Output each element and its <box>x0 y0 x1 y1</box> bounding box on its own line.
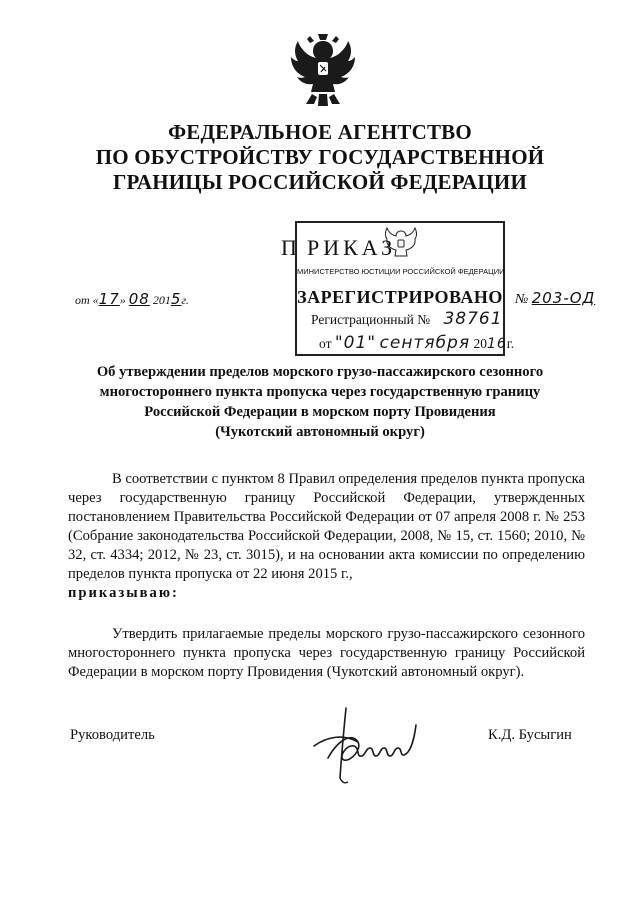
order-number-label: № <box>515 292 529 307</box>
agency-line-3: ГРАНИЦЫ РОССИЙСКОЙ ФЕДЕРАЦИИ <box>112 170 528 194</box>
stamp-year-suffix: г. <box>506 336 515 351</box>
stamp-reg-number-line <box>311 309 503 329</box>
body-paragraph-1 <box>68 470 585 603</box>
order-number-value: 203-ОД <box>531 289 596 307</box>
paragraph-2-text: Утвердить прилагаемые пределы морского грузо-пассажирского сезонного многостороннего пункта пропуска через государственную границу Российской Федерации в морском порту Провидения (Чукотский автономный округ). <box>68 626 585 680</box>
signatory-name: К.Д. Бусыгин <box>488 727 572 743</box>
title-line-1: Об утверждении пределов морского грузо-пассажирского сезонного <box>96 364 544 380</box>
double-headed-eagle-icon <box>290 32 356 108</box>
order-title <box>70 362 570 442</box>
order-date-year-prefix: 201 <box>152 293 171 307</box>
stamp-registered: ЗАРЕГИСТРИРОВАНО <box>297 287 503 307</box>
stamp-year-hw: 16 <box>486 336 507 352</box>
order-date <box>75 290 189 308</box>
order-date-sep: » <box>119 293 126 307</box>
title-line-4: (Чукотский автономный округ) <box>215 424 425 440</box>
paragraph-1-text: В соответствии с пунктом 8 Правил определения пределов пункта пропуска через государственную границу Российской Федерации, утвержденных постановлением Правительства Российской Федерации от 07 апреля 2008 г. № 253 (Собрание законодательства Российской Федерации, 2008, № 15, ст. 1560; 2010, № 32, ст. 4334; 2012, № 23, ст. 3015), и на основании акта комиссии по определению пределов пункта пропуска от 22 июня 2015 г., <box>68 471 585 582</box>
stamp-from-label: от <box>319 336 332 351</box>
stamp-year-prefix: 20 <box>473 336 487 351</box>
stamp-from-day: "01" <box>334 333 377 353</box>
title-line-3: Российской Федерации в морском порту Провидения <box>144 404 496 420</box>
registration-stamp <box>295 221 515 356</box>
order-date-suffix: г. <box>181 293 189 307</box>
order-heading-first-letter: П <box>281 235 301 260</box>
stamp-eagle-icon <box>385 227 417 261</box>
title-line-2: многостороннего пункта пропуска через государственную границу <box>99 384 541 400</box>
body-paragraph-2 <box>68 625 585 682</box>
handwritten-signature-icon <box>300 698 440 798</box>
order-date-year-hw: 5 <box>170 290 182 308</box>
stamp-date-line <box>319 333 514 353</box>
order-date-prefix: от « <box>75 293 99 307</box>
stamp-from-month: сентября <box>379 333 471 353</box>
command-word: приказываю: <box>68 585 179 601</box>
order-number <box>515 289 595 308</box>
stamp-reg-number: 38761 <box>443 309 503 329</box>
agency-line-1: ФЕДЕРАЛЬНОЕ АГЕНТСТВО <box>168 120 472 144</box>
agency-line-2: ПО ОБУСТРОЙСТВУ ГОСУДАРСТВЕННОЙ <box>95 145 545 169</box>
stamp-reg-label: Регистрационный № <box>311 312 431 327</box>
signatory-title: Руководитель <box>70 727 155 743</box>
agency-name <box>0 120 640 195</box>
stamp-ministry: МИНИСТЕРСТВО ЮСТИЦИИ РОССИЙСКОЙ ФЕДЕРАЦИИ <box>297 267 505 276</box>
order-heading-rest: РИКАЗ <box>307 235 397 260</box>
order-date-day: 17 <box>98 290 120 308</box>
order-date-month: 08 <box>128 290 150 308</box>
